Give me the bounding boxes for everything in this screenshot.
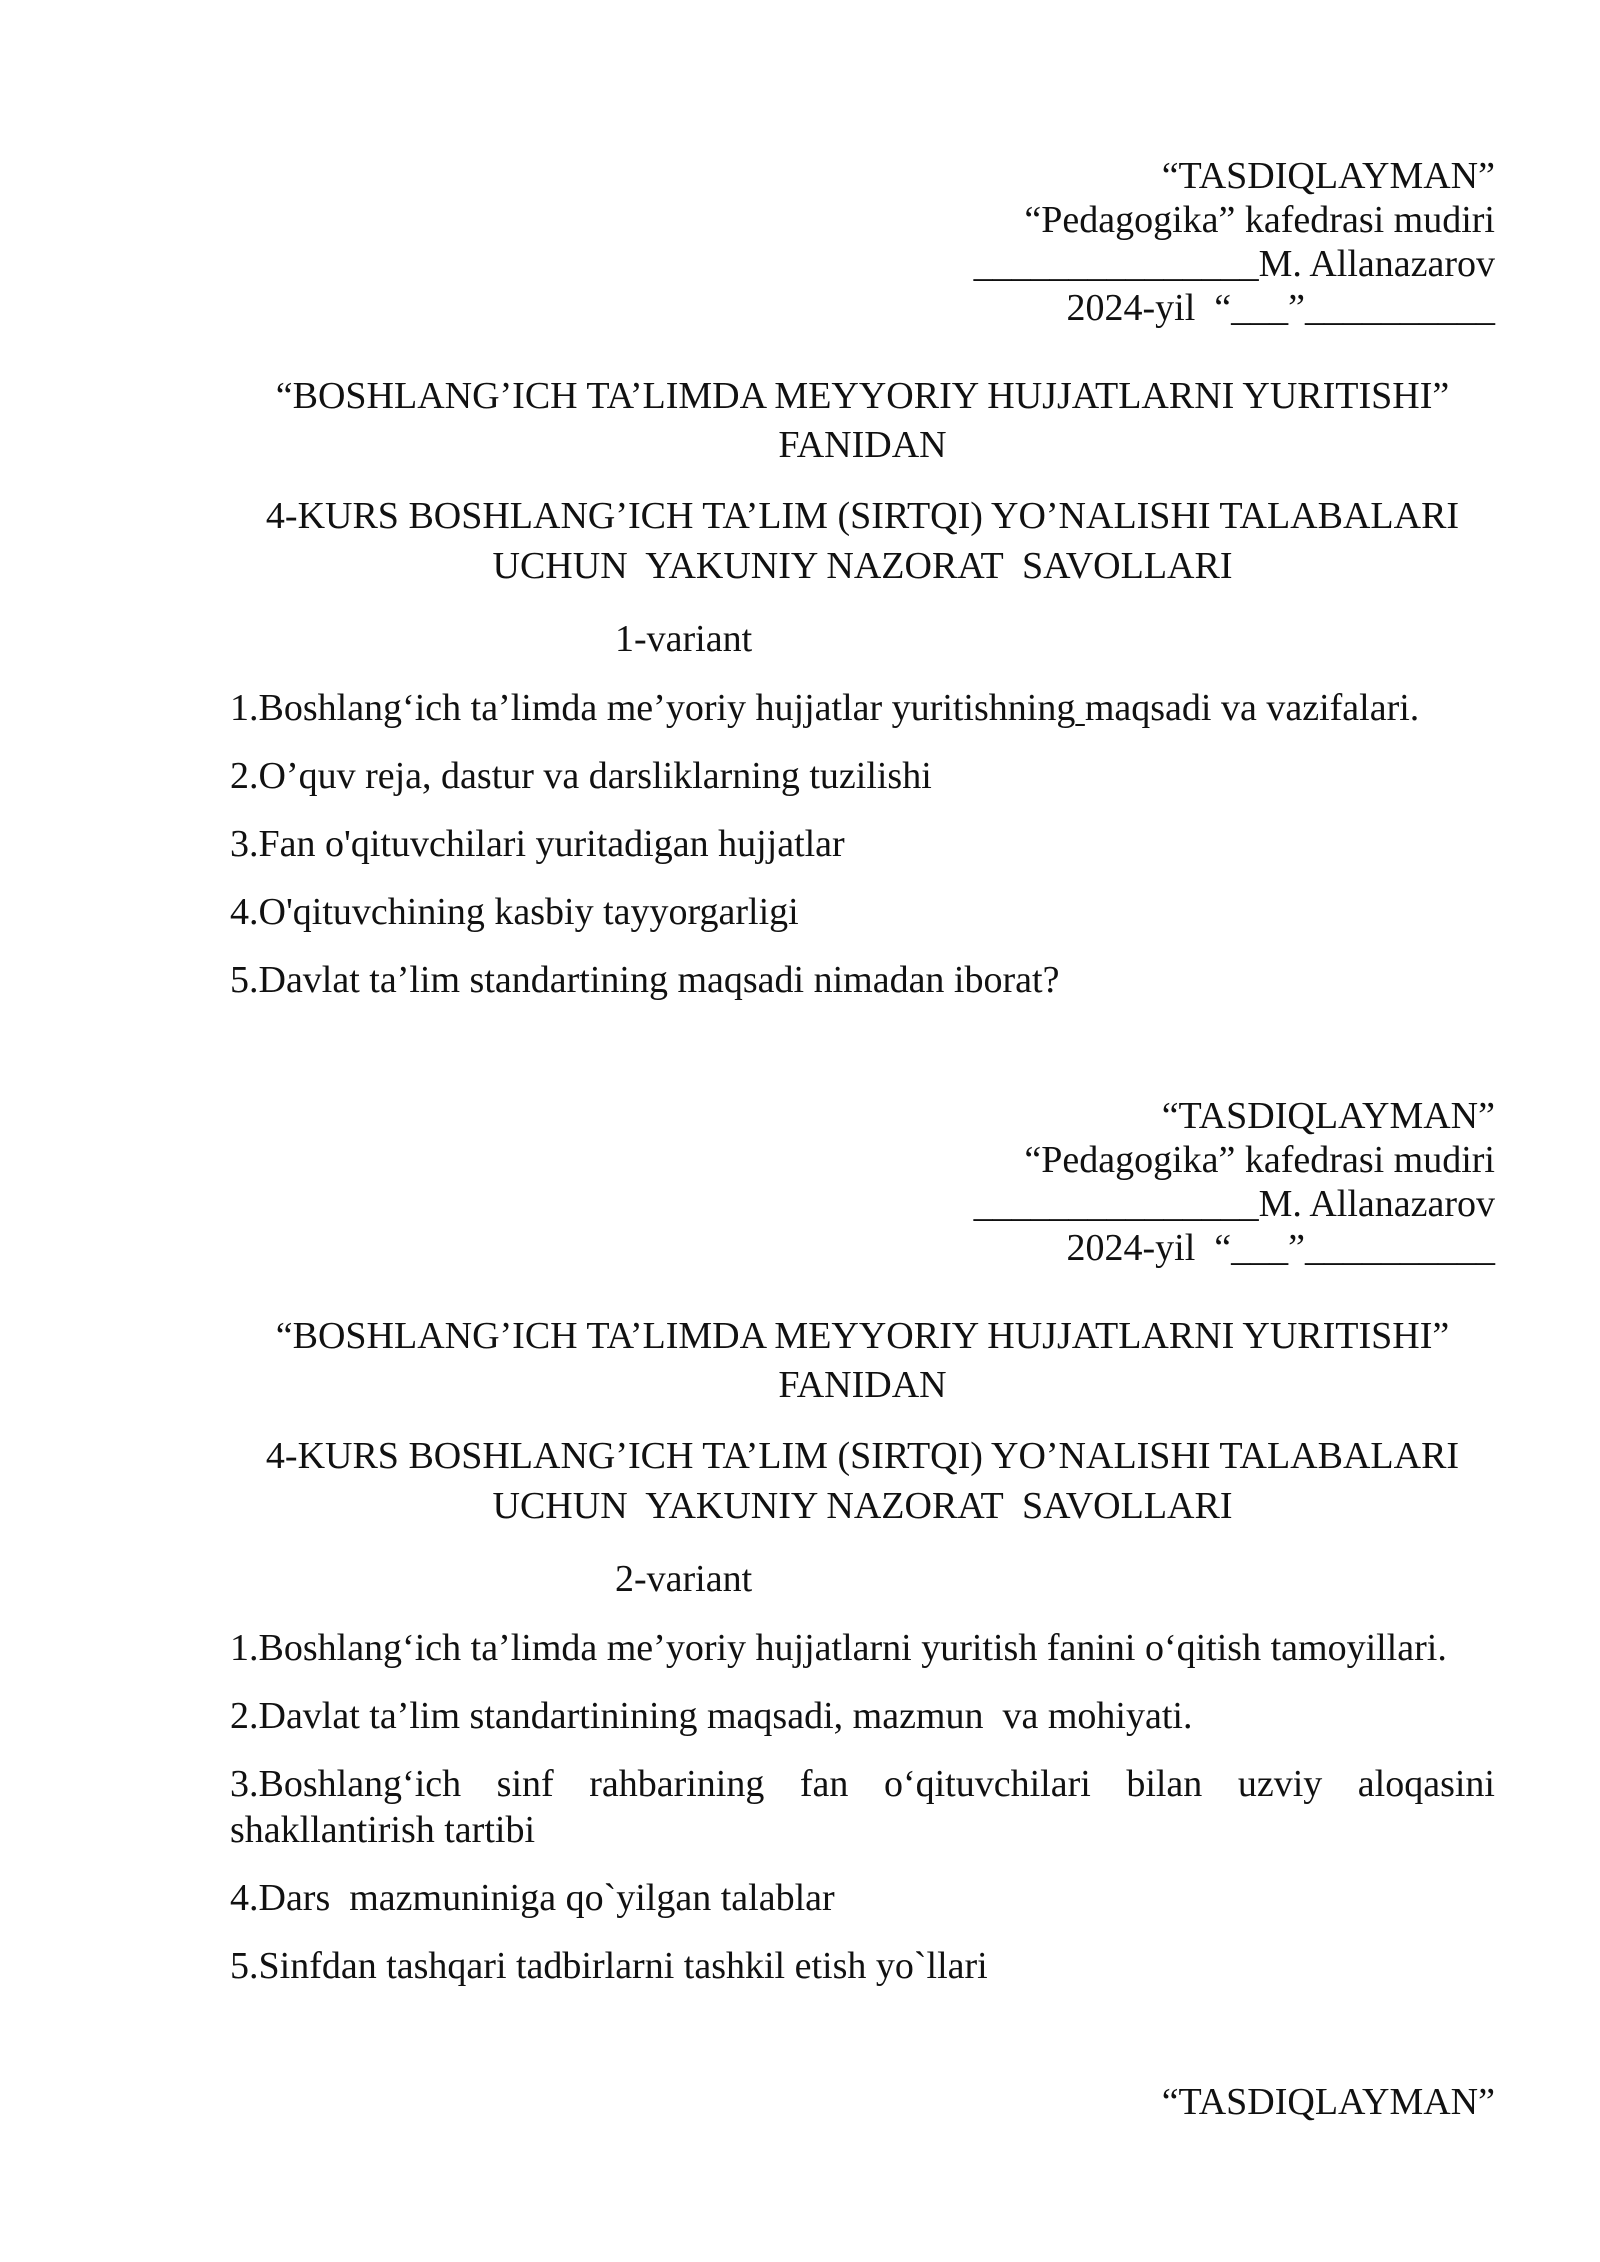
approval-block xyxy=(230,2080,1495,2124)
underlined-gap xyxy=(1075,687,1085,729)
question-list xyxy=(230,685,1495,1003)
approval-title: “TASDIQLAYMAN” xyxy=(1161,2081,1495,2123)
question-item: 4.Dars mazmuniniga qo`yilgan talablar xyxy=(230,1877,835,1919)
question-item: 5.Sinfdan tashqari tadbirlarni tashkil etish yo`llari xyxy=(230,1945,988,1987)
audience-line: UCHUN YAKUNIY NAZORAT SAVOLLARI xyxy=(492,545,1233,587)
variant-label: 2-variant xyxy=(615,1558,753,1600)
approver-position: “Pedagogika” kafedrasi mudiri xyxy=(1024,199,1495,241)
audience-line: UCHUN YAKUNIY NAZORAT SAVOLLARI xyxy=(492,1485,1233,1527)
question-item: 4.O'qituvchining kasbiy tayyorgarligi xyxy=(230,891,799,933)
approver-signature-line: _______________M. Allanazarov xyxy=(973,243,1495,285)
question-list xyxy=(230,1625,1495,1989)
question-text: 1.Boshlang‘ich ta’limda me’yoriy hujjatlar yuritishning xyxy=(230,687,1076,729)
question-item: 3.Boshlang‘ich sinf rahbarining fan o‘qituvchilari bilan uzviy aloqasini shakllantirish tartibi xyxy=(230,1763,1495,1851)
subject-heading xyxy=(230,372,1495,470)
question-item: 3.Fan o'qituvchilari yuritadigan hujjatlar xyxy=(230,823,845,865)
question-item: 1.Boshlang‘ich ta’limda me’yoriy hujjatlarni yuritish fanini o‘qitish tamoyillari. xyxy=(230,1627,1447,1669)
exam-section-variant-1 xyxy=(230,154,1495,1003)
approver-position: “Pedagogika” kafedrasi mudiri xyxy=(1024,1139,1495,1181)
approval-block xyxy=(230,1094,1495,1270)
approval-block xyxy=(230,154,1495,330)
question-item: 2.Davlat ta’lim standartinining maqsadi, mazmun va mohiyati. xyxy=(230,1695,1193,1737)
subject-title: “BOSHLANG’ICH TA’LIMDA MEYYORIY HUJJATLARNI YURITISHI” xyxy=(275,1315,1450,1357)
exam-section-next xyxy=(230,2080,1495,2124)
subject-heading xyxy=(230,1312,1495,1410)
question-item: 5.Davlat ta’lim standartining maqsadi nimadan iborat? xyxy=(230,959,1060,1001)
exam-section-variant-2 xyxy=(230,1094,1495,1989)
subject-title: “BOSHLANG’ICH TA’LIMDA MEYYORIY HUJJATLARNI YURITISHI” xyxy=(275,375,1450,417)
subject-title-suffix: FANIDAN xyxy=(778,1364,947,1406)
approval-title: “TASDIQLAYMAN” xyxy=(1161,155,1495,197)
approval-title: “TASDIQLAYMAN” xyxy=(1161,1095,1495,1137)
audience-line: 4-KURS BOSHLANG’ICH TA’LIM (SIRTQI) YO’NALISHI TALABALARI xyxy=(265,495,1460,537)
audience-heading xyxy=(230,491,1495,591)
question-item xyxy=(230,685,1495,731)
variant-label: 1-variant xyxy=(615,618,753,660)
approval-date-line: 2024-yil “___”__________ xyxy=(1066,287,1495,329)
approver-signature-line: _______________M. Allanazarov xyxy=(973,1183,1495,1225)
question-item: 2.O’quv reja, dastur va darsliklarning tuzilishi xyxy=(230,755,932,797)
audience-line: 4-KURS BOSHLANG’ICH TA’LIM (SIRTQI) YO’NALISHI TALABALARI xyxy=(265,1435,1460,1477)
audience-heading xyxy=(230,1431,1495,1531)
subject-title-suffix: FANIDAN xyxy=(778,424,947,466)
approval-date-line: 2024-yil “___”__________ xyxy=(1066,1227,1495,1269)
question-text-continued: maqsadi va vazifalari. xyxy=(1084,687,1420,729)
